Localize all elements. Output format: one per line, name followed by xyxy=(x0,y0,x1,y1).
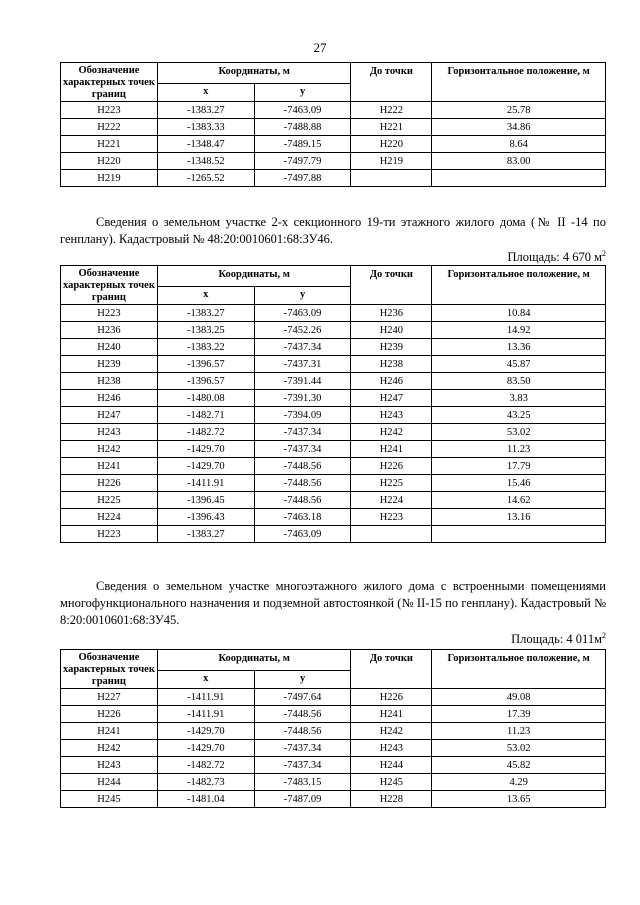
header-x: x xyxy=(157,670,254,688)
table-row xyxy=(61,791,606,808)
point-cell: Н221 xyxy=(61,136,158,153)
header-to-point: До точки xyxy=(351,63,432,102)
distance-cell: 43.25 xyxy=(432,407,606,424)
to-point-cell: Н247 xyxy=(351,390,432,407)
x-cell: -1348.47 xyxy=(157,136,254,153)
x-cell: -1482.72 xyxy=(157,424,254,441)
distance-cell: 14.62 xyxy=(432,492,606,509)
x-cell: -1383.27 xyxy=(157,526,254,543)
table-row xyxy=(61,424,606,441)
y-cell: -7394.09 xyxy=(254,407,351,424)
section-2-area xyxy=(507,249,606,265)
distance-cell: 53.02 xyxy=(432,740,606,757)
y-cell: -7489.15 xyxy=(254,136,351,153)
table-row xyxy=(61,475,606,492)
x-cell: -1383.25 xyxy=(157,322,254,339)
x-cell: -1383.27 xyxy=(157,305,254,322)
y-cell: -7497.64 xyxy=(254,689,351,706)
table-row xyxy=(61,706,606,723)
y-cell: -7391.30 xyxy=(254,390,351,407)
table-row xyxy=(61,339,606,356)
distance-cell: 17.79 xyxy=(432,458,606,475)
table-row xyxy=(61,757,606,774)
distance-cell: 34.86 xyxy=(432,119,606,136)
distance-cell: 53.02 xyxy=(432,424,606,441)
distance-cell: 15.46 xyxy=(432,475,606,492)
header-x: x xyxy=(157,286,254,304)
distance-cell: 83.00 xyxy=(432,153,606,170)
x-cell: -1396.45 xyxy=(157,492,254,509)
header-distance: Горизонтальное положение, м xyxy=(432,266,606,305)
header-to-point: До точки xyxy=(351,650,432,689)
to-point-cell: Н219 xyxy=(351,153,432,170)
distance-cell: 45.87 xyxy=(432,356,606,373)
table-row xyxy=(61,441,606,458)
area-unit-power: 2 xyxy=(602,249,606,258)
header-coordinates: Координаты, м xyxy=(157,266,351,287)
to-point-cell: Н228 xyxy=(351,791,432,808)
area-label: Площадь: 4 670 м xyxy=(507,250,602,265)
distance-cell: 13.65 xyxy=(432,791,606,808)
distance-cell: 45.82 xyxy=(432,757,606,774)
point-cell: Н226 xyxy=(61,475,158,492)
y-cell: -7497.88 xyxy=(254,170,351,187)
distance-cell: 83.50 xyxy=(432,373,606,390)
point-cell: Н223 xyxy=(61,526,158,543)
x-cell: -1482.72 xyxy=(157,757,254,774)
point-cell: Н220 xyxy=(61,153,158,170)
point-cell: Н219 xyxy=(61,170,158,187)
point-cell: Н225 xyxy=(61,492,158,509)
coordinates-table-3 xyxy=(60,649,606,808)
y-cell: -7463.09 xyxy=(254,102,351,119)
y-cell: -7437.34 xyxy=(254,757,351,774)
distance-cell: 13.16 xyxy=(432,509,606,526)
x-cell: -1396.57 xyxy=(157,356,254,373)
point-cell: Н242 xyxy=(61,740,158,757)
to-point-cell: Н241 xyxy=(351,441,432,458)
point-cell: Н246 xyxy=(61,390,158,407)
x-cell: -1429.70 xyxy=(157,723,254,740)
table-row xyxy=(61,407,606,424)
to-point-cell: Н239 xyxy=(351,339,432,356)
point-cell: Н241 xyxy=(61,458,158,475)
to-point-cell: Н241 xyxy=(351,706,432,723)
y-cell: -7463.18 xyxy=(254,509,351,526)
y-cell: -7497.79 xyxy=(254,153,351,170)
table-row xyxy=(61,526,606,543)
y-cell: -7448.56 xyxy=(254,723,351,740)
header-to-point: До точки xyxy=(351,266,432,305)
x-cell: -1429.70 xyxy=(157,458,254,475)
table-row xyxy=(61,373,606,390)
x-cell: -1480.08 xyxy=(157,390,254,407)
to-point-cell: Н223 xyxy=(351,509,432,526)
distance-cell: 49.08 xyxy=(432,689,606,706)
x-cell: -1482.73 xyxy=(157,774,254,791)
area-label: Площадь: 4 011м xyxy=(511,632,602,647)
header-y: y xyxy=(254,83,351,101)
table-row xyxy=(61,322,606,339)
point-cell: Н243 xyxy=(61,757,158,774)
y-cell: -7488.88 xyxy=(254,119,351,136)
x-cell: -1481.04 xyxy=(157,791,254,808)
distance-cell: 11.23 xyxy=(432,723,606,740)
distance-cell: 11.23 xyxy=(432,441,606,458)
to-point-cell: Н220 xyxy=(351,136,432,153)
header-coordinates: Координаты, м xyxy=(157,63,351,84)
x-cell: -1429.70 xyxy=(157,441,254,458)
point-cell: Н240 xyxy=(61,339,158,356)
section-3-area xyxy=(511,631,606,647)
table-row xyxy=(61,740,606,757)
point-cell: Н239 xyxy=(61,356,158,373)
x-cell: -1411.91 xyxy=(157,689,254,706)
point-cell: Н222 xyxy=(61,119,158,136)
to-point-cell: Н245 xyxy=(351,774,432,791)
point-cell: Н227 xyxy=(61,689,158,706)
point-cell: Н236 xyxy=(61,322,158,339)
point-cell: Н242 xyxy=(61,441,158,458)
point-cell: Н226 xyxy=(61,706,158,723)
x-cell: -1265.52 xyxy=(157,170,254,187)
table-row xyxy=(61,356,606,373)
table-row xyxy=(61,119,606,136)
header-point-label: Обозначение характерных точек границ xyxy=(61,266,158,305)
y-cell: -7448.56 xyxy=(254,492,351,509)
to-point-cell: Н236 xyxy=(351,305,432,322)
header-distance: Горизонтальное положение, м xyxy=(432,650,606,689)
to-point-cell: Н224 xyxy=(351,492,432,509)
table-row xyxy=(61,689,606,706)
point-cell: Н223 xyxy=(61,102,158,119)
x-cell: -1429.70 xyxy=(157,740,254,757)
section-3-description: Сведения о земельном участке многоэтажного жилого дома с встроенными помещениями многофункционального назначения и подземной автостоянкой (№ II-15 по генплану). Кадастровый № 8:20:0010601:68:ЗУ45. xyxy=(60,579,606,627)
header-y: y xyxy=(254,670,351,688)
to-point-cell: Н244 xyxy=(351,757,432,774)
table-row xyxy=(61,170,606,187)
distance-cell: 4.29 xyxy=(432,774,606,791)
y-cell: -7463.09 xyxy=(254,526,351,543)
to-point-cell: Н226 xyxy=(351,689,432,706)
distance-cell: 25.78 xyxy=(432,102,606,119)
table-row xyxy=(61,509,606,526)
to-point-cell xyxy=(351,526,432,543)
y-cell: -7437.34 xyxy=(254,424,351,441)
to-point-cell: Н243 xyxy=(351,407,432,424)
distance-cell: 13.36 xyxy=(432,339,606,356)
y-cell: -7437.34 xyxy=(254,740,351,757)
header-point-label: Обозначение характерных точек границ xyxy=(61,63,158,102)
x-cell: -1383.22 xyxy=(157,339,254,356)
table-row xyxy=(61,390,606,407)
point-cell: Н245 xyxy=(61,791,158,808)
distance-cell xyxy=(432,170,606,187)
to-point-cell: Н242 xyxy=(351,424,432,441)
y-cell: -7487.09 xyxy=(254,791,351,808)
header-distance: Горизонтальное положение, м xyxy=(432,63,606,102)
point-cell: Н223 xyxy=(61,305,158,322)
x-cell: -1482.71 xyxy=(157,407,254,424)
distance-cell: 3.83 xyxy=(432,390,606,407)
distance-cell xyxy=(432,526,606,543)
y-cell: -7452.26 xyxy=(254,322,351,339)
coordinates-table-2 xyxy=(60,265,606,543)
point-cell: Н244 xyxy=(61,774,158,791)
distance-cell: 17.39 xyxy=(432,706,606,723)
to-point-cell: Н221 xyxy=(351,119,432,136)
to-point-cell: Н225 xyxy=(351,475,432,492)
to-point-cell: Н226 xyxy=(351,458,432,475)
table-row xyxy=(61,136,606,153)
point-cell: Н247 xyxy=(61,407,158,424)
table-row xyxy=(61,774,606,791)
table-row xyxy=(61,102,606,119)
x-cell: -1411.91 xyxy=(157,475,254,492)
to-point-cell: Н240 xyxy=(351,322,432,339)
table-row xyxy=(61,153,606,170)
x-cell: -1396.57 xyxy=(157,373,254,390)
point-cell: Н224 xyxy=(61,509,158,526)
x-cell: -1411.91 xyxy=(157,706,254,723)
x-cell: -1348.52 xyxy=(157,153,254,170)
y-cell: -7391.44 xyxy=(254,373,351,390)
x-cell: -1383.27 xyxy=(157,102,254,119)
x-cell: -1383.33 xyxy=(157,119,254,136)
distance-cell: 14.92 xyxy=(432,322,606,339)
y-cell: -7437.31 xyxy=(254,356,351,373)
to-point-cell: Н243 xyxy=(351,740,432,757)
y-cell: -7483.15 xyxy=(254,774,351,791)
x-cell: -1396.43 xyxy=(157,509,254,526)
table-row xyxy=(61,492,606,509)
y-cell: -7448.56 xyxy=(254,475,351,492)
y-cell: -7448.56 xyxy=(254,458,351,475)
to-point-cell xyxy=(351,170,432,187)
area-unit-power: 2 xyxy=(602,631,606,640)
y-cell: -7437.34 xyxy=(254,339,351,356)
table-row xyxy=(61,458,606,475)
to-point-cell: Н222 xyxy=(351,102,432,119)
point-cell: Н241 xyxy=(61,723,158,740)
point-cell: Н238 xyxy=(61,373,158,390)
y-cell: -7463.09 xyxy=(254,305,351,322)
header-x: x xyxy=(157,83,254,101)
to-point-cell: Н238 xyxy=(351,356,432,373)
header-point-label: Обозначение характерных точек границ xyxy=(61,650,158,689)
table-row xyxy=(61,723,606,740)
distance-cell: 8.64 xyxy=(432,136,606,153)
table-row xyxy=(61,305,606,322)
page-number: 27 xyxy=(313,40,327,55)
header-y: y xyxy=(254,286,351,304)
to-point-cell: Н242 xyxy=(351,723,432,740)
point-cell: Н243 xyxy=(61,424,158,441)
section-2-description: Сведения о земельном участке 2-х секционного 19-ти этажного жилого дома (№ II -14 по генплану). Кадастровый № 48:20:0010601:68:ЗУ46. xyxy=(60,215,606,246)
y-cell: -7448.56 xyxy=(254,706,351,723)
distance-cell: 10.84 xyxy=(432,305,606,322)
to-point-cell: Н246 xyxy=(351,373,432,390)
y-cell: -7437.34 xyxy=(254,441,351,458)
coordinates-table-1 xyxy=(60,62,606,187)
header-coordinates: Координаты, м xyxy=(157,650,351,671)
